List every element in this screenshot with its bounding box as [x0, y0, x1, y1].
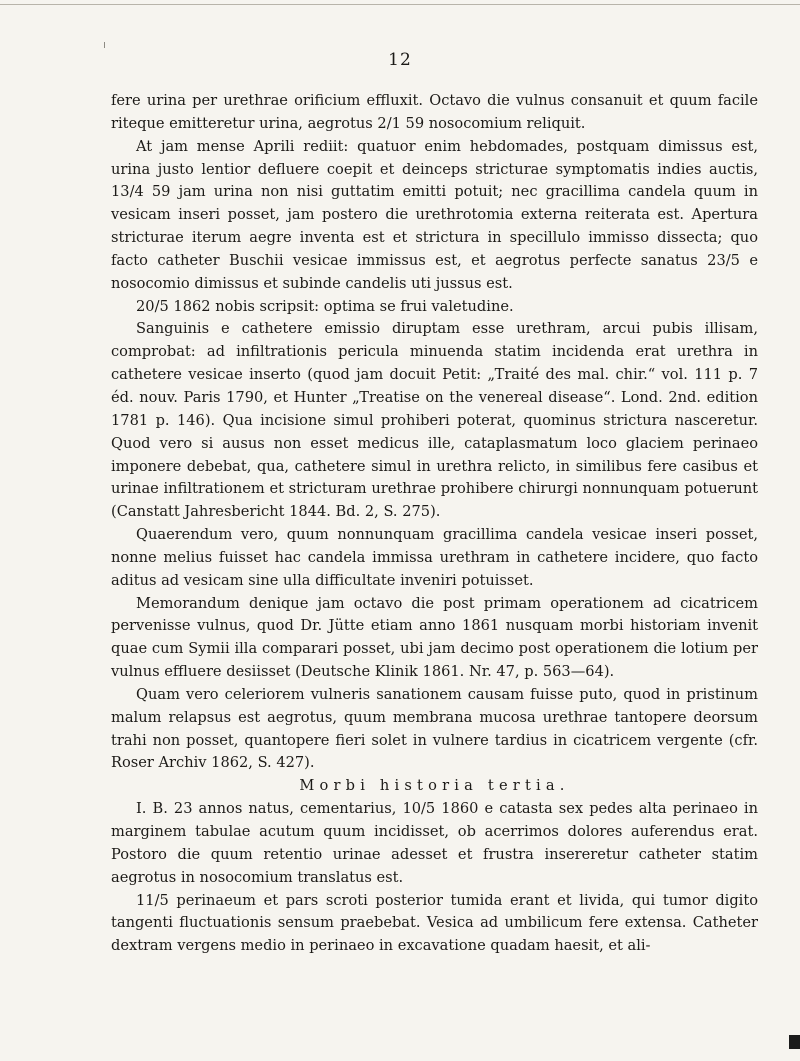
- paragraph: Memorandum denique jam octavo die post primam operationem ad cicatricem pervenisse vulnus, quod Dr. Jütte etiam anno 1861 nusquam morbi historiam invenit quae cum Symii illa comparari posset, ubi jam decimo post operationem die lotium per vulnus effluere desiisset (Deutsche Klinik 1861. Nr. 47, p. 563—64).: [111, 594, 758, 681]
- page-number: 12: [388, 50, 412, 70]
- paragraph: Sanguinis e cathetere emissio diruptam esse urethram, arcui pubis illisam, comprobat: ad infiltrationis pericula minuenda statim incidenda erat urethra in cathetere vesicae inserto (quod jam docuit Petit: „Traité des mal. chir.“ vol. 111 p. 7 éd. nouv. Paris 1790, et Hunter „Treatise on the venereal disease“. Lond. 2nd. edition 1781 p. 146). Qua incisione simul prohiberi poterat, quominus strictura nasceretur. Quod vero si ausus non esset medicus ille, cataplasmatum loco glaciem perinaeo imponere debebat, qua, cathetere simul in urethra relicto, in similibus fere casibus et urinae infiltrationem et stricturam urethrae prohibere chirurgi nonnunquam potuerunt (Canstatt Jahresbericht 1844. Bd. 2, S. 275).: [111, 320, 758, 521]
- paragraph: Quam vero celeriorem vulneris sanationem causam fuisse puto, quod in pristinum malum relapsus est aegrotus, quum membrana mucosa urethrae tantopere deorsum trahi non posset, quantopere fieri solet in vulnere tardius in cicatricem vergente (cfr. Roser Archiv 1862, S. 427).: [111, 685, 758, 772]
- section-heading: Morbi historia tertia.: [299, 777, 570, 795]
- top-rule: [0, 4, 800, 5]
- paragraph: Quaerendum vero, quum nonnunquam gracillima candela vesicae inseri posset, nonne melius fuisset hac candela immissa urethram in cathetere incidere, quo facto aditus ad vesicam sine ulla difficultate inveniri potuisset.: [111, 526, 758, 589]
- page-body: [111, 90, 758, 958]
- margin-mark: [104, 42, 105, 48]
- paragraph: I. B. 23 annos natus, cementarius, 10/5 1860 e catasta sex pedes alta perinaeo in marginem tabulae acutum quum incidisset, ob acerrimos dolores auferendus erat. Postoro die quum retentio urinae adesset et frustra insereretur catheter statim aegrotus in nosocomium translatus est.: [111, 800, 758, 886]
- corner-mark: [789, 1035, 800, 1049]
- paragraph: 11/5 perinaeum et pars scroti posterior tumida erant et livida, qui tumor digito tangenti fluctuationis sensum praebebat. Vesica ad umbilicum fere extensa. Catheter dextram vergens medio in perinaeo in excavatione quadam haesit, et ali-: [111, 891, 758, 955]
- paragraph: At jam mense Aprili rediit: quatuor enim hebdomades, postquam dimissus est, urina justo lentior defluere coepit et deinceps stricturae symptomatis indies auctis, 13/4 59 jam urina non nisi guttatim emitti potuit; nec gracillima candela quum in vesicam inseri posset, jam postero die urethrotomia externa reiterata est. Apertura stricturae iterum aegre inventa est et strictura in specillulo immisso dissecta; quo facto catheter Buschii vesicae immissus est, et aegrotus perfecte sanatus 23/5 e nosocomio dimissus et subinde candelis uti jussus est.: [111, 137, 758, 292]
- paragraph: 20/5 1862 nobis scripsit: optima se frui valetudine.: [136, 297, 514, 315]
- paragraph-continued: fere urina per urethrae orificium effluxit. Octavo die vulnus consanuit et quum facile riteque emitteretur urina, aegrotus 2/1 59 nosocomium reliquit.: [111, 92, 758, 132]
